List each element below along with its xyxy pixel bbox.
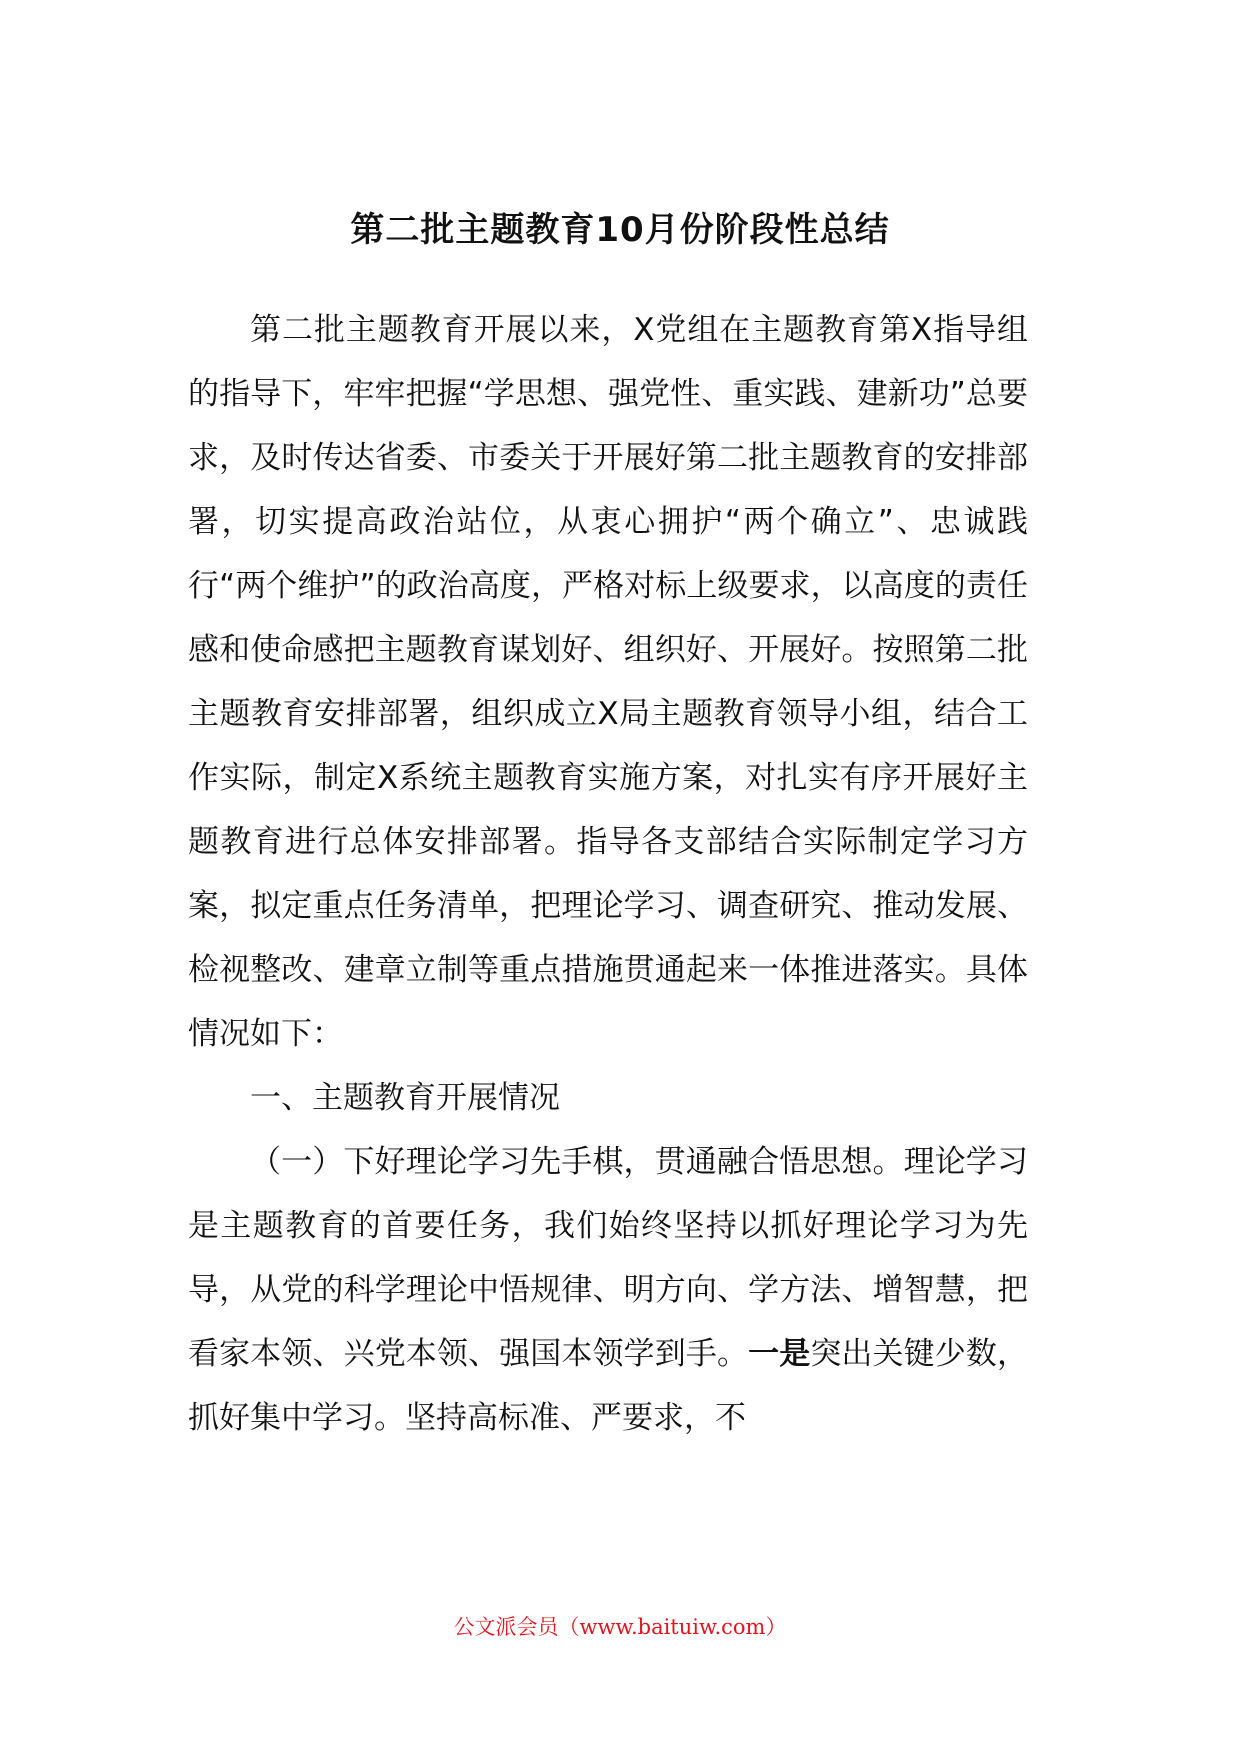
paragraph-text-part-2: 突出关键少数，抓好集中学习。坚持高标准、严要求，不 [188,1336,1029,1436]
document-title: 第二批主题教育10月份阶段性总结 [350,210,890,250]
paragraph-theory-study [188,1130,1028,1450]
paragraph-text-part-1: （一）下好理论学习先手棋，贯通融合悟思想。理论学习是主题教育的首要任务，我们始终坚持以抓好理论学习为先导，从党的科学理论中悟规律、明方向、学方法、增智慧，把看家本领、兴党本领、强国本领学到手。 [188,1144,1028,1372]
document-body [188,298,1028,1450]
bold-lead-phrase: 一是 [748,1336,811,1372]
footer-watermark-text: 公文派会员（www.baituiw.com） [453,1615,787,1639]
section-heading-1: 一、主题教育开展情况 [250,1080,560,1116]
paragraph-intro: 第二批主题教育开展以来，X党组在主题教育第X指导组的指导下，牢牢把握“学思想、强党性、重实践、建新功”总要求，及时传达省委、市委关于开展好第二批主题教育的安排部署，切实提高政治站位，从衷心拥护“两个确立”、忠诚践行“两个维护”的政治高度，严格对标上级要求，以高度的责任感和使命感把主题教育谋划好、组织好、开展好。按照第二批主题教育安排部署，组织成立X局主题教育领导小组，结合工作实际，制定X系统主题教育实施方案，对扎实有序开展好主题教育进行总体安排部署。指导各支部结合实际制定学习方案，拟定重点任务清单，把理论学习、调查研究、推动发展、检视整改、建章立制等重点措施贯通起来一体推进落实。具体情况如下： [188,312,1028,1052]
